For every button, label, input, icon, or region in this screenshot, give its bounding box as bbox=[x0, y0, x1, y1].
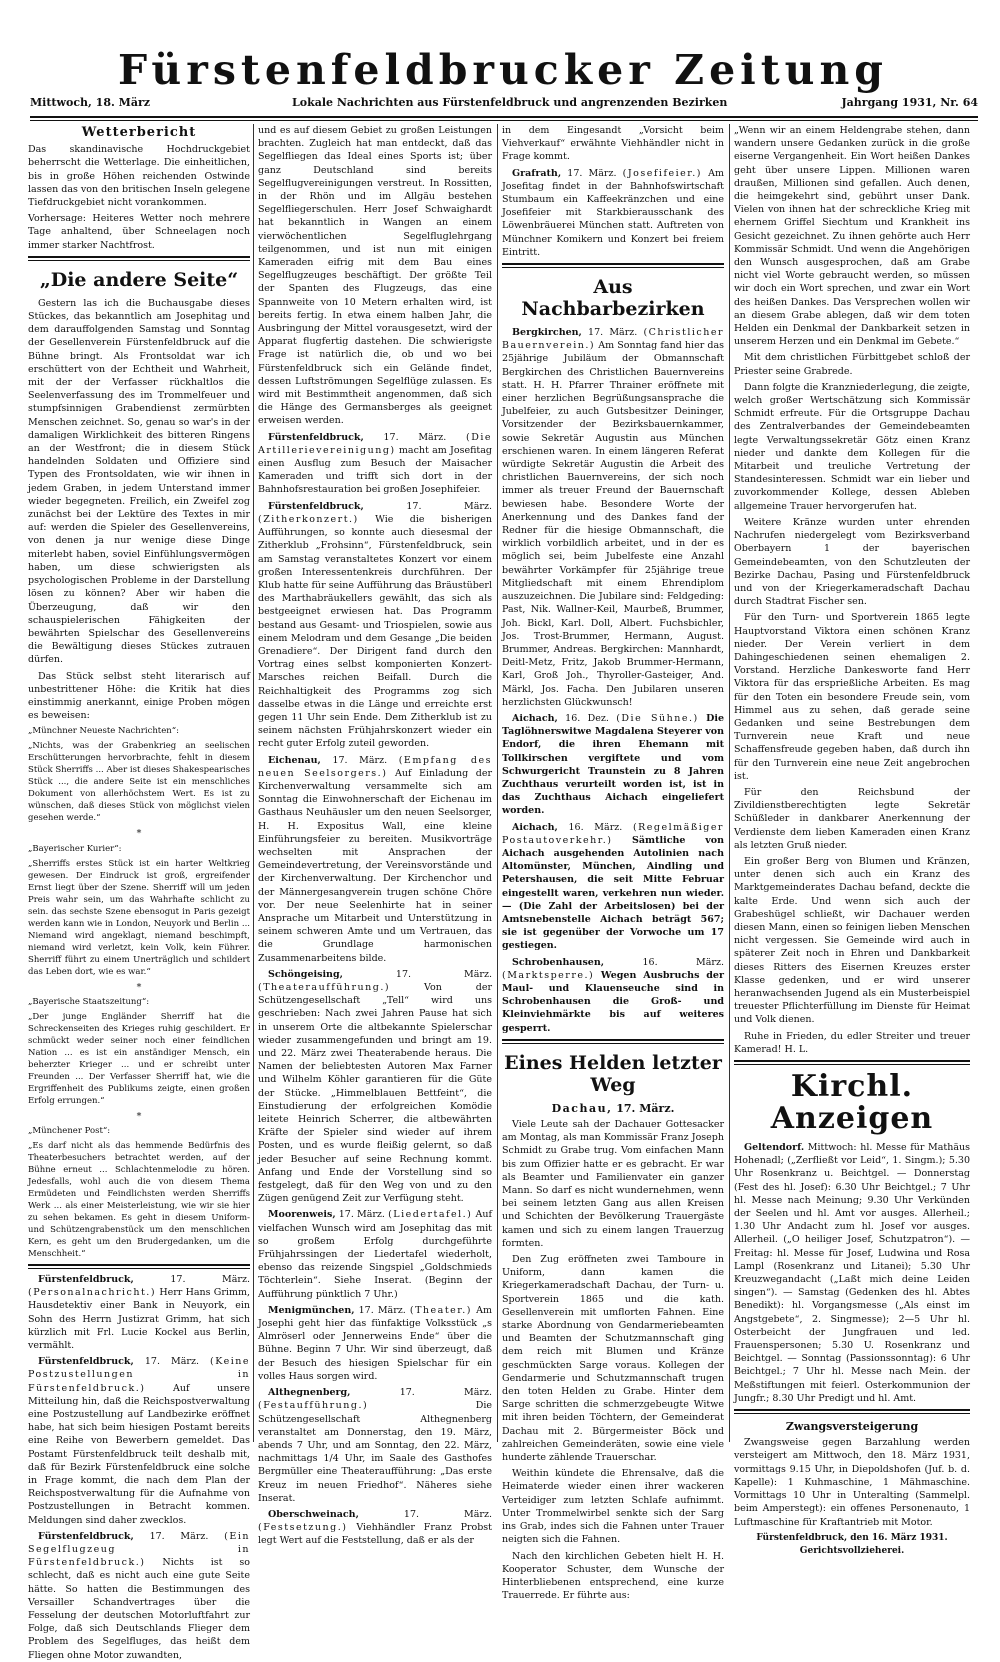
article-heading: „Die andere Seite“ bbox=[39, 268, 239, 291]
weather-heading: Wetterbericht bbox=[81, 125, 197, 140]
auction-text: Zwangsweise gegen Barzahlung werden versteigert am Mittwoch, den 18. März 1931, vormittags 9.15 Uhr, in Diepoldshofen (Juf. b. d. Kapelle): 1 Kuhmaschine, 1 Mähmaschine. Vormittags 10 Uhr in Unteralting (Sammelpl. beim Amperstegt): ein offenes Personenauto, 1 Luftmaschine für Kraftantrieb mit Motor. bbox=[734, 1437, 970, 1528]
article-paragraph: Gestern las ich die Buchausgabe dieses Stückes, das bekanntlich am Josephitag und dem darauffolgenden Samstag und Sonntag der Gesellenverein Fürstenfeldbruck auf die Bühne bringt. Als Frontsoldat war ich erschüttert von der Echtheit und Wahrheit, mit der der Verfasser rückhaltlos die Seelenverfassung des im Trommelfeuer und stumpfsinnigen Grabendienst zermürbten Menschen zeichnet. So, genau so war's in der damaligen Wirklichkeit des bitteren Ringens an der Westfront; die in diesem Stück handelnden Soldaten und Offiziere sind Typen des Frontsoldaten, wie wir ihnen in jedem Graben, in jedem Unterstand immer wieder begegneten. Freilich, ein Zweifel zog zunächst bei der Lektüre des Textes in mir auf: werden die Spieler des Gesellenvereins, von denen ja nur wenige diese Dinge miterlebt haben, soviel Einfühlungsvermögen haben, um diese schwierigsten als psychologischen Probleme in der Darstellung lösen zu können? Aber wir haben die Überzeugung, daß wir den schauspielerischen Fähigkeiten der bewährten Spielschar des Gesellenvereins die Bewältigung dieses Stückes zutrauen dürfen. bbox=[28, 297, 250, 666]
quote-source: „Bayerische Staatszeitung“: bbox=[28, 996, 150, 1007]
section-heading: Kirchl. Anzeigen bbox=[770, 1069, 934, 1137]
auction-signature: Gerichtsvollzieherei. bbox=[799, 1545, 905, 1556]
news-item: Althegnenberg, 17. März. (Festaufführung.) Die Schützengesellschaft Althegnenberg veranstaltet am Donnerstag, den 19. März, abends 7 Uhr, und am Sonntag, den 22. März, nachmittags 1/4 Uhr, im Saale des Gasthofes Bergmüller eine Theateraufführung: „Das erste Kreuz im neuen Friedhof“. Näheres siehe Inserat. bbox=[258, 1387, 492, 1504]
feature-paragraph: Ein großer Berg von Blumen und Kränzen, unter denen sich auch ein Kranz des Marktgemeinderates Dachau befand, deckte die kalte Erde. Und wenn sich auch der Grabeshügel schließt, wir Dachauer werden diesen Mann, einen so feinigen lieben Menschen nicht vergessen. Sie Gemeinde wird auch in späterer Zeit noch in Ehren und Dankbarkeit dieses Ritters des Eisernen Kreuzes erster Klasse gedenken, und er wird unserer heranwachsenden Jugend als ein Musterbeispiel treuester Pflichterfüllung im Dienste für Heimat und Volk dienen. bbox=[734, 855, 970, 1026]
news-item: Menigmünchen, 17. März. (Theater.) Am Josephi geht hier das fünfaktige Volksstück „s Almröserl oder Jennerweins Ende“ über die Bühne. Beginn 7 Uhr. Wir sind überzeugt, daß der Besuch des hiesigen Spielschar für ein volles Haus sorgen wird. bbox=[258, 1304, 492, 1382]
quote-text: „Sherriffs erstes Stück ist ein harter Weltkrieg gewesen. Der Eindruck ist groß, ergreifender Ernst liegt über der Szene. Sherriff will um jeden Preis wahr sein, um das Wahrhafte schlicht zu sein. das sechste Szene ebensogut in Paris gezeigt werden kann wie in London, Neuyork und Berlin ... Niemand wird angeklagt, niemand beschimpft, niemand wird verletzt, kein Volk, kein Führer. Sherriff führt zu einem Unerträglich und schildert das Leben dort, wie es war.“ bbox=[28, 858, 250, 977]
quote-text: „Es darf nicht als das hemmende Bedürfnis des Theaterbesuchers betrachtet werden, auf der Bühne erneut ... Schlachtenmelodie zu hören. Jedesfalls, wohl auch die von diesem Thema Ermüdeten und Feindlichsten werden Sherriffs Werk ... als einer Meisterleistung, wie wir sie hier zu sehen bekamen. Es geht in diesem Uniform- und Schützengrabenstück um den menschlichen Kern, es geht um den Brudergedanken, um die Menschheit.“ bbox=[28, 1140, 250, 1259]
section-separator bbox=[28, 256, 250, 261]
feature-paragraph: Weitere Kränze wurden unter ehrenden Nachrufen niedergelegt vom Bezirksverband Oberbayern 1 der bayerischen Gemeindebeamten, von den Schutzleuten der Bezirke Dachau, Pasing und Fürstenfeldbruck und von der Kriegerkameradschaft Dachau durch Stadtrat Fischer sen. bbox=[734, 516, 970, 608]
news-item: Fürstenfeldbruck, 17. März. (Ein Segelflugzeug in Fürstenfeldbruck.) Nichts ist so schlecht, daß es nicht auch eine gute Seite hätte. So hatten die Bestimmungen des Versailler Schandvertrages über die Fesselung der deutschen Motorluftfahrt zur Folge, daß sich Deutschlands Flieger dem Problem des Segelfluges, das heißt dem Fliegen ohne Motor zuwandten, bbox=[28, 1530, 250, 1661]
news-item: Eichenau, 17. März. (Empfang des neuen Seelsorgers.) Auf Einladung der Kirchenverwaltung versammelte sich am Sonntag die Einwohnerschaft der Eichenau im Gasthaus Neuhäusler um den neuen Seelsorger, H. H. Expositus Wall, eine kleine Einführungsfeier zu bereiten. Musikvorträge wechselten mit Ansprachen der Gemeindevertretung, der Vereinsvorstände und der Kirchenverwaltung. Der Kirchenchor und der Männergesangverein trugen schöne Chöre vor. Der neue Seelenhirte hat in seiner Ansprache um Mitarbeit und Unterstützung in seinem schweren Amte und um Vertrauen, das die Grundlage harmonischen Zusammenarbeitens bilde. bbox=[258, 754, 492, 964]
weather-forecast: Vorhersage: Heiteres Wetter noch mehrere Tage anhaltend, über Schneelagen noch immer starker Nachtfrost. bbox=[28, 213, 250, 251]
quote-source: „Münchener Post“: bbox=[28, 1125, 111, 1136]
feature-paragraph: Viele Leute sah der Dachauer Gottesacker am Montag, als man Kommissär Franz Joseph Schmidt zu Grabe trug. Vom einfachen Mann bis zum Offizier hatte er es gebracht. Er war als Beamter und Familienvater ein ganzer Mann. So darf es nicht wundernehmen, wenn bei seinem letzten Gang aus allen Kreisen und Schichten der Bevölkerung Trauergäste kamen und sich zu einem langen Trauerzug formten. bbox=[502, 1119, 724, 1249]
star-divider: * bbox=[136, 828, 142, 840]
section-separator bbox=[734, 1409, 970, 1414]
article-continuation: und es auf diesem Gebiet zu großen Leistungen brachten. Zugleich hat man entdeckt, daß das Segelfliegen das Ideal eines Sports ist; über ganz Deutschland sind bereits Segelflugvereinigungen verstreut. In Rossitten, in der Rhön und im Allgäu bestehen Segelfliegerschulen. Herr Josef Schwaighardt hat bekanntlich in Wangen an einem vierwöchentlichen Segelfluglehrgang teilgenommen, und ist nun mit einigen Kameraden eifrig mit dem Bau eines Segelflugzeuges beschäftigt. Der größte Teil der Spanten des Flugzeugs, das eine Spannweite von 10 Metern erhalten wird, ist bereits fertig. In etwa einem halben Jahr, die Ausbringung der Mittel vorausgesetzt, wird der Apparat flugfertig dastehen. Die schwierigste Frage ist natürlich die, ob und wo bei Fürstenfeldbruck sich ein Gelände findet, dessen Luftströmungen Segelflüge zulassen. Es wird mit Bestimmtheit angenommen, daß sich die Hänge des Germansberges als geeignet erweisen werden. bbox=[258, 125, 492, 427]
church-notice: Geltendorf. Mittwoch: hl. Messe für Mathäus Hohenadl; („Zerfließt vor Leid“, 1. Singm.); 5.30 Uhr Rosenkranz u. Beichtgel. — Donnerstag (Fest des hl. Josef): 6.30 Uhr Beichtgel.; 7 Uhr hl. Messe nach Meinung; 9.30 Uhr Verkünden der Seelen und hl. Amt vor ausges. Allerheil.; 1.30 Uhr Andacht zum hl. Josef vor ausges. Allerheil. („O heiliger Josef, Schutzpatron“). — Freitag: hl. Messe für Josef, Ludwina und Rosa Lampl (Rosenkranz und Litanei); 5.30 Uhr Kreuzwegandacht („Laßt mich deine Leiden singen“). — Samstag (Gedenken des hl. Abtes Benedikt): hl. Vorgangsmesse („Als einst im Angstgebete“, 2. Singmesse); 2—5 Uhr hl. Osterbeicht der Jungfrauen und led. Frauenspersonen; 5.30 U. Rosenkranz und Beichtgel. — Sonntag (Passionssonntag): 6 Uhr Beichtgel.; 7 Uhr hl. Messe nach Mein. der Meßstiftungen mit feierl. Osterkommunion der Jungfr.; 8.30 Uhr Predigt und hl. Amt. bbox=[734, 1142, 970, 1404]
feature-paragraph: Weithin kündete die Ehrensalve, daß die Heimaterde wieder einen ihrer wackeren Verteidiger zum letzten Schlafe aufnimmt. Unter Trommelwirbel senkte sich der Sarg ins Grab, indes sich die Fahnen unter Trauer neigten sich die Fahnen. bbox=[502, 1468, 724, 1546]
feature-paragraph: Nach den kirchlichen Gebeten hielt H. H. Kooperator Schuster, dem Wunsche der Hinterbliebenen entsprechend, eine kurze Trauerrede. Er führte aus: bbox=[502, 1550, 724, 1602]
news-item: Grafrath, 17. März. (Josefifeier.) Am Josefitag findet in der Bahnhofswirtschaft Stumbaum ein Kaffeekränzchen und eine Josefifeier mit Starkbierausschank des Löwenbräuerei München statt. Auftreten von Münchner Komikern und Konzert bei freiem Eintritt. bbox=[502, 167, 724, 258]
auction-heading: Zwangsversteigerung bbox=[785, 1420, 919, 1434]
column-divider bbox=[253, 124, 254, 1442]
auction-footer: Fürstenfeldbruck, den 16. März 1931. bbox=[756, 1532, 948, 1543]
masthead-subline bbox=[30, 94, 978, 112]
column-divider bbox=[497, 124, 498, 1442]
article-paragraph: Das Stück selbst steht literarisch auf unbestrittener Höhe: die Kritik hat dies einstimmig anerkannt, einige Proben mögen es beweisen: bbox=[28, 670, 250, 722]
quote-text: „Nichts, was der Grabenkrieg an seelischen Erschütterungen hervorbrachte, fehlt in diesem Stück Sherriffs ... Aber ist dieses Shakespearisches Stück ..., die andere Seite ist ein menschliches Dokument von allerhöchstem Wert. Es ist zu wünschen, daß dieses Stück von möglichst vielen gesehen werde.“ bbox=[28, 741, 250, 824]
news-item: Fürstenfeldbruck, 17. März. (Zitherkonzert.) Wie die bisherigen Aufführungen, so konnte auch diesesmal der Zitherklub „Frohsinn“, Fürstenfeldbruck, sein am Samstag veranstaltetes Konzert vor einem großen Interessentenkreis durchführen. Der Klub hatte für seine Aufführung das Bräustüberl des Marthabräukellers gewählt, das sich als bestgeeignet erwiesen hat. Das Programm bestand aus Gesamt- und Triospielen, sowie aus einem Melodram und dem Gesange „Die beiden Grenadiere“. Der Dirigent fand durch den Vortrag eines selbst komponierten Konzert-Marsches reichen Beifall. Durch die Reichhaltigkeit des Programms zog sich dasselbe etwas in die Länge und erreichte erst gegen 11 Uhr sein Ende. Dem Zitherklub ist zu seinem nächsten Frühjahrskonzert wieder ein recht guter Erfolg zuteil geworden. bbox=[258, 500, 492, 750]
newspaper-title: Fürstenfeldbrucker Zeitung bbox=[118, 46, 888, 94]
column-1 bbox=[28, 124, 250, 1661]
column-divider bbox=[729, 124, 730, 1442]
news-item: Fürstenfeldbruck, 17. März. (Die Artillerievereinigung) macht am Josefitag einen Ausflug zum Besuch der Maisacher Kameraden und trifft sich dort in der Bahnhofsrestauration bei großen Josephifeier. bbox=[258, 431, 492, 496]
section-separator bbox=[502, 263, 724, 268]
news-item: Fürstenfeldbruck, 17. März. (Keine Postzustellungen in Fürstenfeldbruck.) Auf unsere Mitteilung hin, daß die Reichspostverwaltung eine Postzustellung auf Landbezirke eröffnet habe, hat sich beim hiesigen Postamt bereits eine Reihe von Bewerbern gemeldet. Das Postamt Fürstenfeldbruck teilt deshalb mit, daß für Bezirk Fürstenfeldbruck eine solche in Frage kommt, die nach dem Plan der Reichspostverwaltung für die Aufnahme von Postzustellungen in Betracht kommen. Meldungen sind daher zwecklos. bbox=[28, 1356, 250, 1526]
feature-dateline: Dachau, 17. März. bbox=[551, 1101, 675, 1115]
news-item: Schöngeising, 17. März. (Theateraufführung.) Von der Schützengesellschaft „Tell“ wird uns geschrieben: Nach zwei Jahren Pause hat sich in unserem Orte die altbekannte Spielerschar wieder zusammengefunden und bringt am 19. und 22. März zwei Theaterabende heraus. Die Namen der beliebtesten Autoren Max Farner und Wilhelm Köhler garantieren für die Güte der Stücke. „Himmelblauen Bettfeint“, die Einstudierung der erfolgreichen Komödie leitete Heinrich Scherrer, die altbewährten Kräfte der Spieler sind wieder auf ihrem Posten, und es wurde fleißig gelernt, so daß jeder Besucher auf seine Rechnung kommt. Anfang und Ende der Vorstellung sind so festgelegt, daß für den Weg von und zu den Zügen genügend Zeit zur Verfügung steht. bbox=[258, 968, 492, 1205]
feature-paragraph: Dann folgte die Kranzniederlegung, die zeigte, welch großer Wertschätzung sich Kommissär Schmidt erfreute. Für die Ortsgruppe Dachau des Zentralverbandes der Gemeindebeamten legte Verwaltungssekretär Götz einen Kranz nieder und dankte dem Kollegen für die Mitarbeit und treuliche Vertretung der Standesinteressen. Schmidt war ein lieber und zuvorkommender Kollege, dessen Ableben allgemeine Trauer hervorgerufen hat. bbox=[734, 381, 970, 512]
star-divider: * bbox=[136, 981, 142, 993]
column-4 bbox=[734, 124, 970, 1556]
news-item: Fürstenfeldbruck, 17. März. (Personalnachricht.) Herr Hans Grimm, Hausdetektiv einer Bank in Neuyork, ein Sohn des Herrn Justizrat Grimm, hat sich kürzlich mit Frl. Lucie Kockel aus Berlin, vermählt. bbox=[28, 1273, 250, 1351]
masthead-rule-thin bbox=[30, 120, 978, 121]
section-separator bbox=[734, 1060, 970, 1065]
feature-paragraph: Den Zug eröffneten zwei Tamboure in Uniform, dann kamen die Kriegerkameradschaft Dachau, der Turn- u. Sportverein 1865 und die kath. Gesellenverein mit umflorten Fahnen. Eine starke Abordnung von Gendarmeriebeamten und Beamten der Schutzmannschaft ging dem reich mit Blumen und Kränze geschmückten Sarge voraus. Kollegen der Gendarmerie und Schutzmannschaft trugen den toten Helden zu Grabe. Hinter dem Sarge schritten die schmerzgebeugte Witwe mit ihren beiden Töchtern, der Gemeinderat Dachau mit 2. Bürgermeister Böck und zahlreichen Gemeinderäten, sowie eine viele hunderte zählende Trauerschar. bbox=[502, 1254, 724, 1464]
feature-heading: Eines Helden letzter Weg bbox=[504, 1051, 722, 1096]
star-divider: * bbox=[136, 1110, 142, 1122]
weather-text: Das skandinavische Hochdruckgebiet beherrscht die Wetterlage. Die einheitlichen, bis in große Höhen reichenden Ostwinde lassen das von den britischen Inseln gelegene Tiefdruckgebiet nicht vorankommen. bbox=[28, 144, 250, 209]
newspaper-subtitle: Lokale Nachrichten aus Fürstenfeldbruck und angrenzenden Bezirken bbox=[292, 96, 728, 109]
quote-text: „Der junge Engländer Sherriff hat die Schreckenseiten des Krieges ruhig geschildert. Er schmückt weder seiner noch einer feindlichen Nation ... es ist ein anständiger Mensch, ein beherzter Krieger ... und er schreibt unter Freunden ... Der Verfasser Sherriff hat, wie die Ergriffenheit des Publikums zeigte, einen großen Erfolg errungen.“ bbox=[28, 1011, 250, 1106]
masthead-rule bbox=[30, 116, 978, 118]
feature-paragraph: Mit dem christlichen Fürbittgebet schloß der Priester seine Grabrede. bbox=[734, 352, 970, 377]
feature-paragraph: Für den Turn- und Sportverein 1865 legte Hauptvorstand Viktora einen schönen Kranz nieder. Der Verein verliert in dem Dahingeschiedenen seinen ehemaligen 2. Vorstand. Herzliche Dankesworte fand Herr Viktora für das ersprießliche Arbeiten. Es mag für den Toten ein besondere Freude sein, vom Himmel aus zu sehen, daß gerade seine Gedanken und seine Bestrebungen dem Turnverein neue Kraft und neue Schaffensfreude gegeben haben, daß durch ihn für den Turnverein eine neue Zeit angebrochen ist. bbox=[734, 612, 970, 782]
news-item: Aichach, 16. März. (Regelmäßiger Postautoverkehr.) Sämtliche von Aichach ausgehenden Autolinien nach Altomünster, München, Aindling und Petershausen, die seit Mitte Februar eingestellt waren, verkehren nun wieder. — (Die Zahl der Arbeitslosen) bei der Amtsnebenstelle Aichach beträgt 567; sie ist gegenüber der Vorwoche um 17 gestiegen. bbox=[502, 821, 724, 952]
column-3 bbox=[502, 124, 724, 1602]
column-2 bbox=[258, 124, 493, 1547]
feature-paragraph: Ruhe in Frieden, du edler Streiter und treuer Kamerad! H. L. bbox=[734, 1030, 970, 1055]
feature-continuation: „Wenn wir an einem Heldengrabe stehen, dann wandern unsere Gedanken zurück in die große eiserne Vergangenheit. Ein Wort heißen Dankes geht über unsere Lippen. Millionen waren draußen, Millionen sind gefallen. Auch denen, die heimgekehrt sind, gebührt unser Dank. Vielen von ihnen hat der schreckliche Krieg mit ehernem Griffel Siechtum und Krankheit ins Gesicht gezeichnet. Zu ihnen gehörte auch Herr Kommissär Schmidt. Und wenn die Angehörigen den Wunsch ausgesprochen, daß am Grabe nicht viel Worte gebraucht werden, so müssen wir doch ein Wort sprechen, und zwar ein Wort des heißen Dankes. Das Versprechen wollen wir an diesem Grabe ablegen, daß wir dem toten Helden ein Denkmal der Dankbarkeit setzen in unserem Herzen und ein Denkmal im Gebete.“ bbox=[734, 125, 970, 348]
issue-date: Mittwoch, 18. März bbox=[30, 96, 150, 109]
news-item: Aichach, 16. Dez. (Die Sühne.) Die Taglöhnerswitwe Magdalena Steyerer von Endorf, die ihren Ehemann mit Tollkirschen vergiftete und vom Schwurgericht Traunstein zu 8 Jahren Zuchthaus verurteilt worden ist, ist in das Zuchthaus Aichach eingeliefert worden. bbox=[502, 712, 724, 817]
news-item: Schrobenhausen, 16. März. (Marktsperre.) Wegen Ausbruchs der Maul- und Klauenseuche sind in Schrobenhausen die Groß- und Kleinviehmärkte bis auf weiteres gesperrt. bbox=[502, 956, 724, 1034]
section-heading: Aus Nachbarbezirken bbox=[521, 276, 705, 321]
feature-paragraph: Für den Reichsbund der Zivildienstberechtigten legte Sekretär Schüßleder in dankbarer Anerkennung der Verdienste dem lieben Kameraden einen Kranz als letzten Gruß nieder. bbox=[734, 786, 970, 851]
news-item: Bergkirchen, 17. März. (Christlicher Bauernverein.) Am Sonntag fand hier das 25jährige Jubiläum der Obmannschaft Bergkirchen des Christlichen Bauernvereins statt. H. H. Pfarrer Thrainer eröffnete mit einer herzlichen Begrüßungsansprache die Jubelfeier, zu auch Gutsbesitzer Deininger, Vorsitzender der Bezirksbauernkammer, sowie Sekretär Augustin aus München erschienen waren. In einem längeren Referat würdigte Sekretär Augustin die Arbeit des christlichen Bauernvereins, der sich noch immer als treuer Freund der Bauernschaft bewiesen habe. Besondere Worte der Anerkennung und des Dankes fand der Redner für die hiesige Obmannschaft, die wirklich vorbildlich arbeitet, und in der es möglich sei, beim Jubelfeste eine Anzahl bewährter Vorkämpfer für 25jährige treue Mitgliedschaft mit einem Ehrendiplom auszuzeichnen. Die Jubilare sind: Feldgeding: Past, Nik. Wallner-Keil, Maurbeß, Brummer, Joh. Bickl, Karl. Doll, Albert. Fuchsbichler, Jos. Trost-Brummer, Hermann, August. Brummer, Andreas. Bergkirchen: Mannhardt, Deitl-Metz, Fritz, Jakob Brummer-Hermann, Karl, Groß Joh., Thyroller-Gasteiger, And. Märkl, Jos. Facha. Den Jubilaren unseren herzlichsten Glückwunsch! bbox=[502, 327, 724, 708]
issue-number: Jahrgang 1931, Nr. 64 bbox=[841, 96, 978, 109]
news-item: Oberschweinach, 17. März. (Festsetzung.) Viehhändler Franz Probst legt Wert auf die Feststellung, daß er als der bbox=[258, 1508, 492, 1547]
article-continuation: in dem Eingesandt „Vorsicht beim Viehverkauf“ erwähnte Viehhändler nicht in Frage kommt. bbox=[502, 125, 724, 163]
quote-source: „Münchner Neueste Nachrichten“: bbox=[28, 726, 179, 737]
quote-source: „Bayerischer Kurier“: bbox=[28, 843, 122, 854]
section-separator bbox=[28, 1264, 250, 1269]
news-item: Moorenweis, 17. März. (Liedertafel.) Auf vielfachen Wunsch wird am Josephitag das mit so großem Erfolg durchgeführte Frühjahrssingen der Liedertafel wiederholt, ebenso das reizende Singspiel „Goldschmieds Töchterlein“. Siehe Inserat. (Beginn der Aufführung pünktlich 7 Uhr.) bbox=[258, 1209, 493, 1300]
masthead bbox=[28, 48, 978, 92]
author-signature: H. L. bbox=[784, 1043, 809, 1055]
section-separator bbox=[502, 1039, 724, 1044]
